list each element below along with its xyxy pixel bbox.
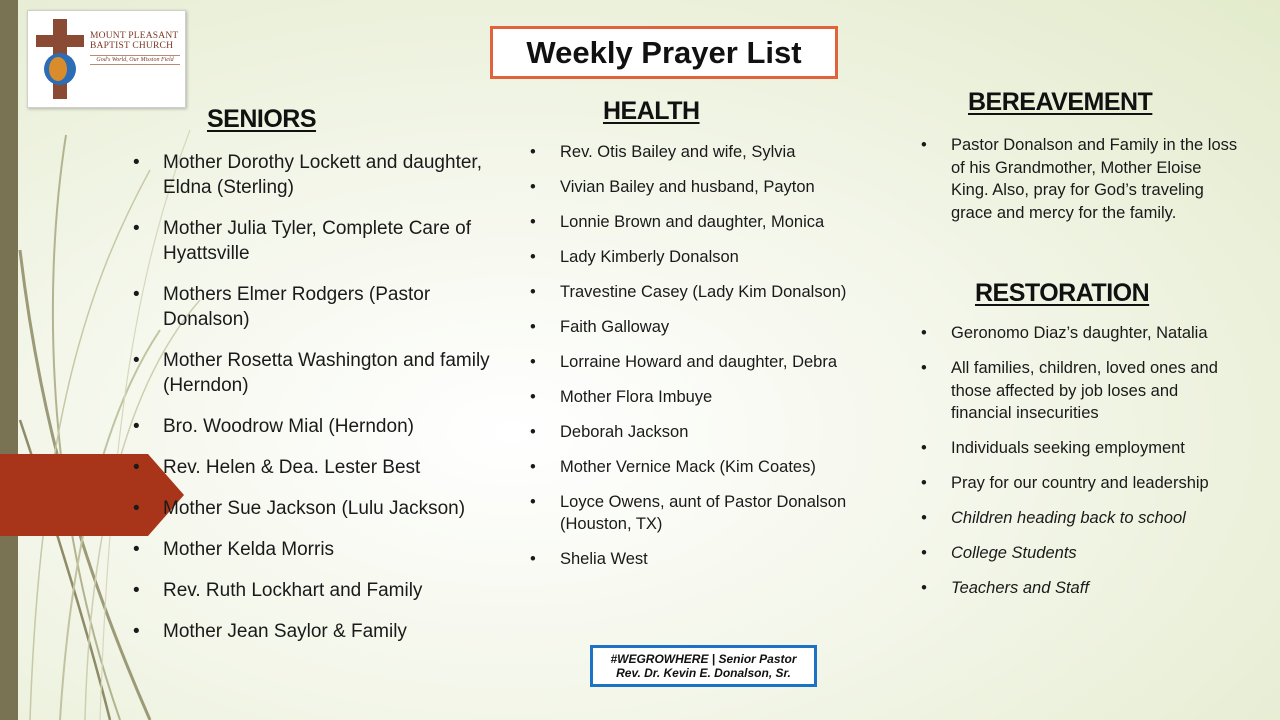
seniors-item xyxy=(133,578,498,603)
bullet-icon: • xyxy=(530,493,536,511)
health-item-text: Mother Flora Imbuye xyxy=(560,388,713,406)
restoration-item xyxy=(921,322,1243,345)
bullet-icon: • xyxy=(530,388,536,406)
bullet-icon: • xyxy=(133,498,140,519)
health-item xyxy=(530,548,890,570)
page-title-box xyxy=(490,26,838,79)
footer-line1: #WEGROWHERE | Senior Pastor xyxy=(610,652,797,666)
restoration-item-text: Geronomo Diaz’s daughter, Natalia xyxy=(951,324,1208,342)
bullet-icon: • xyxy=(530,248,536,266)
restoration-item xyxy=(921,507,1243,530)
bullet-icon: • xyxy=(133,416,140,437)
bullet-icon: • xyxy=(530,143,536,161)
health-item-text: Vivian Bailey and husband, Payton xyxy=(560,178,815,196)
seniors-list xyxy=(133,150,498,660)
health-item xyxy=(530,316,890,338)
bullet-icon: • xyxy=(133,218,140,239)
health-item-text: Faith Galloway xyxy=(560,318,670,336)
restoration-item xyxy=(921,357,1243,425)
church-logo xyxy=(27,10,186,108)
church-name: MOUNT PLEASANT BAPTIST CHURCH xyxy=(90,31,179,51)
seniors-item-text: Mother Kelda Morris xyxy=(163,539,335,560)
church-tagline: God's World, Our Mission Field xyxy=(90,55,180,65)
bullet-icon: • xyxy=(133,457,140,478)
restoration-heading: RESTORATION xyxy=(975,279,1150,307)
bullet-icon: • xyxy=(921,136,927,154)
seniors-item-text: Mother Jean Saylor & Family xyxy=(163,621,407,642)
decorative-arrow xyxy=(0,454,184,536)
health-item-text: Loyce Owens, aunt of Pastor Donalson (Houston, TX) xyxy=(560,493,847,533)
seniors-item xyxy=(133,619,498,644)
bullet-icon: • xyxy=(530,458,536,476)
bullet-icon: • xyxy=(921,439,927,457)
health-item xyxy=(530,281,890,303)
restoration-item-text: Pray for our country and leadership xyxy=(951,474,1209,492)
bullet-icon: • xyxy=(921,579,927,597)
bullet-icon: • xyxy=(133,350,140,371)
health-item-text: Lonnie Brown and daughter, Monica xyxy=(560,213,825,231)
restoration-item xyxy=(921,542,1243,565)
seniors-item-text: Mothers Elmer Rodgers (Pastor Donalson) xyxy=(163,284,431,330)
health-item xyxy=(530,351,890,373)
bereavement-list xyxy=(921,134,1241,224)
health-item-text: Travestine Casey (Lady Kim Donalson) xyxy=(560,283,847,301)
bullet-icon: • xyxy=(133,580,140,601)
health-item xyxy=(530,246,890,268)
restoration-item-text: All families, children, loved ones and those affected by job loses and financial insecurities xyxy=(951,359,1218,422)
seniors-item xyxy=(133,496,498,521)
bullet-icon: • xyxy=(530,353,536,371)
restoration-list xyxy=(921,322,1243,612)
health-item xyxy=(530,386,890,408)
health-item xyxy=(530,176,890,198)
bullet-icon: • xyxy=(921,544,927,562)
health-item xyxy=(530,421,890,443)
cross-globe-icon xyxy=(34,17,86,101)
bullet-icon: • xyxy=(921,474,927,492)
health-heading: HEALTH xyxy=(603,97,700,125)
bullet-icon: • xyxy=(133,539,140,560)
restoration-item-text: Teachers and Staff xyxy=(951,579,1089,597)
health-list xyxy=(530,141,890,583)
health-item-text: Shelia West xyxy=(560,550,648,568)
restoration-item xyxy=(921,577,1243,600)
health-item-text: Lorraine Howard and daughter, Debra xyxy=(560,353,838,371)
bullet-icon: • xyxy=(921,324,927,342)
bullet-icon: • xyxy=(530,423,536,441)
seniors-item xyxy=(133,414,498,439)
seniors-item xyxy=(133,537,498,562)
restoration-item xyxy=(921,472,1243,495)
health-item xyxy=(530,141,890,163)
bullet-icon: • xyxy=(530,283,536,301)
seniors-item-text: Rev. Helen & Dea. Lester Best xyxy=(163,457,421,478)
bullet-icon: • xyxy=(921,509,927,527)
footer-line2: Rev. Dr. Kevin E. Donalson, Sr. xyxy=(616,666,791,680)
seniors-item xyxy=(133,348,498,398)
restoration-item-text: Children heading back to school xyxy=(951,509,1186,527)
bullet-icon: • xyxy=(530,178,536,196)
seniors-item xyxy=(133,455,498,480)
seniors-item-text: Rev. Ruth Lockhart and Family xyxy=(163,580,423,601)
seniors-item-text: Mother Dorothy Lockett and daughter, Eldna (Sterling) xyxy=(163,152,482,198)
restoration-item-text: Individuals seeking employment xyxy=(951,439,1185,457)
health-item-text: Rev. Otis Bailey and wife, Sylvia xyxy=(560,143,796,161)
health-item-text: Mother Vernice Mack (Kim Coates) xyxy=(560,458,816,476)
health-item xyxy=(530,211,890,233)
seniors-heading: SENIORS xyxy=(207,105,317,133)
seniors-item-text: Mother Sue Jackson (Lulu Jackson) xyxy=(163,498,466,519)
health-item-text: Deborah Jackson xyxy=(560,423,689,441)
page-title: Weekly Prayer List xyxy=(526,35,802,70)
health-item-text: Lady Kimberly Donalson xyxy=(560,248,739,266)
bereavement-item xyxy=(921,134,1241,224)
footer-box xyxy=(590,645,817,687)
health-item xyxy=(530,491,890,535)
seniors-item-text: Mother Rosetta Washington and family (Herndon) xyxy=(163,350,490,396)
seniors-item xyxy=(133,282,498,332)
restoration-item xyxy=(921,437,1243,460)
seniors-item xyxy=(133,150,498,200)
bullet-icon: • xyxy=(133,284,140,305)
seniors-item-text: Mother Julia Tyler, Complete Care of Hyattsville xyxy=(163,218,472,264)
bullet-icon: • xyxy=(133,152,140,173)
seniors-item xyxy=(133,216,498,266)
bullet-icon: • xyxy=(530,550,536,568)
bullet-icon: • xyxy=(530,213,536,231)
bereavement-item-text: Pastor Donalson and Family in the loss of his Grandmother, Mother Eloise King. Also, pray for God’s traveling grace and mercy for the family. xyxy=(951,136,1238,222)
bullet-icon: • xyxy=(921,359,927,377)
seniors-item-text: Bro. Woodrow Mial (Herndon) xyxy=(163,416,414,437)
bereavement-heading: BEREAVEMENT xyxy=(968,88,1153,116)
restoration-item-text: College Students xyxy=(951,544,1077,562)
health-item xyxy=(530,456,890,478)
bullet-icon: • xyxy=(133,621,140,642)
bullet-icon: • xyxy=(530,318,536,336)
